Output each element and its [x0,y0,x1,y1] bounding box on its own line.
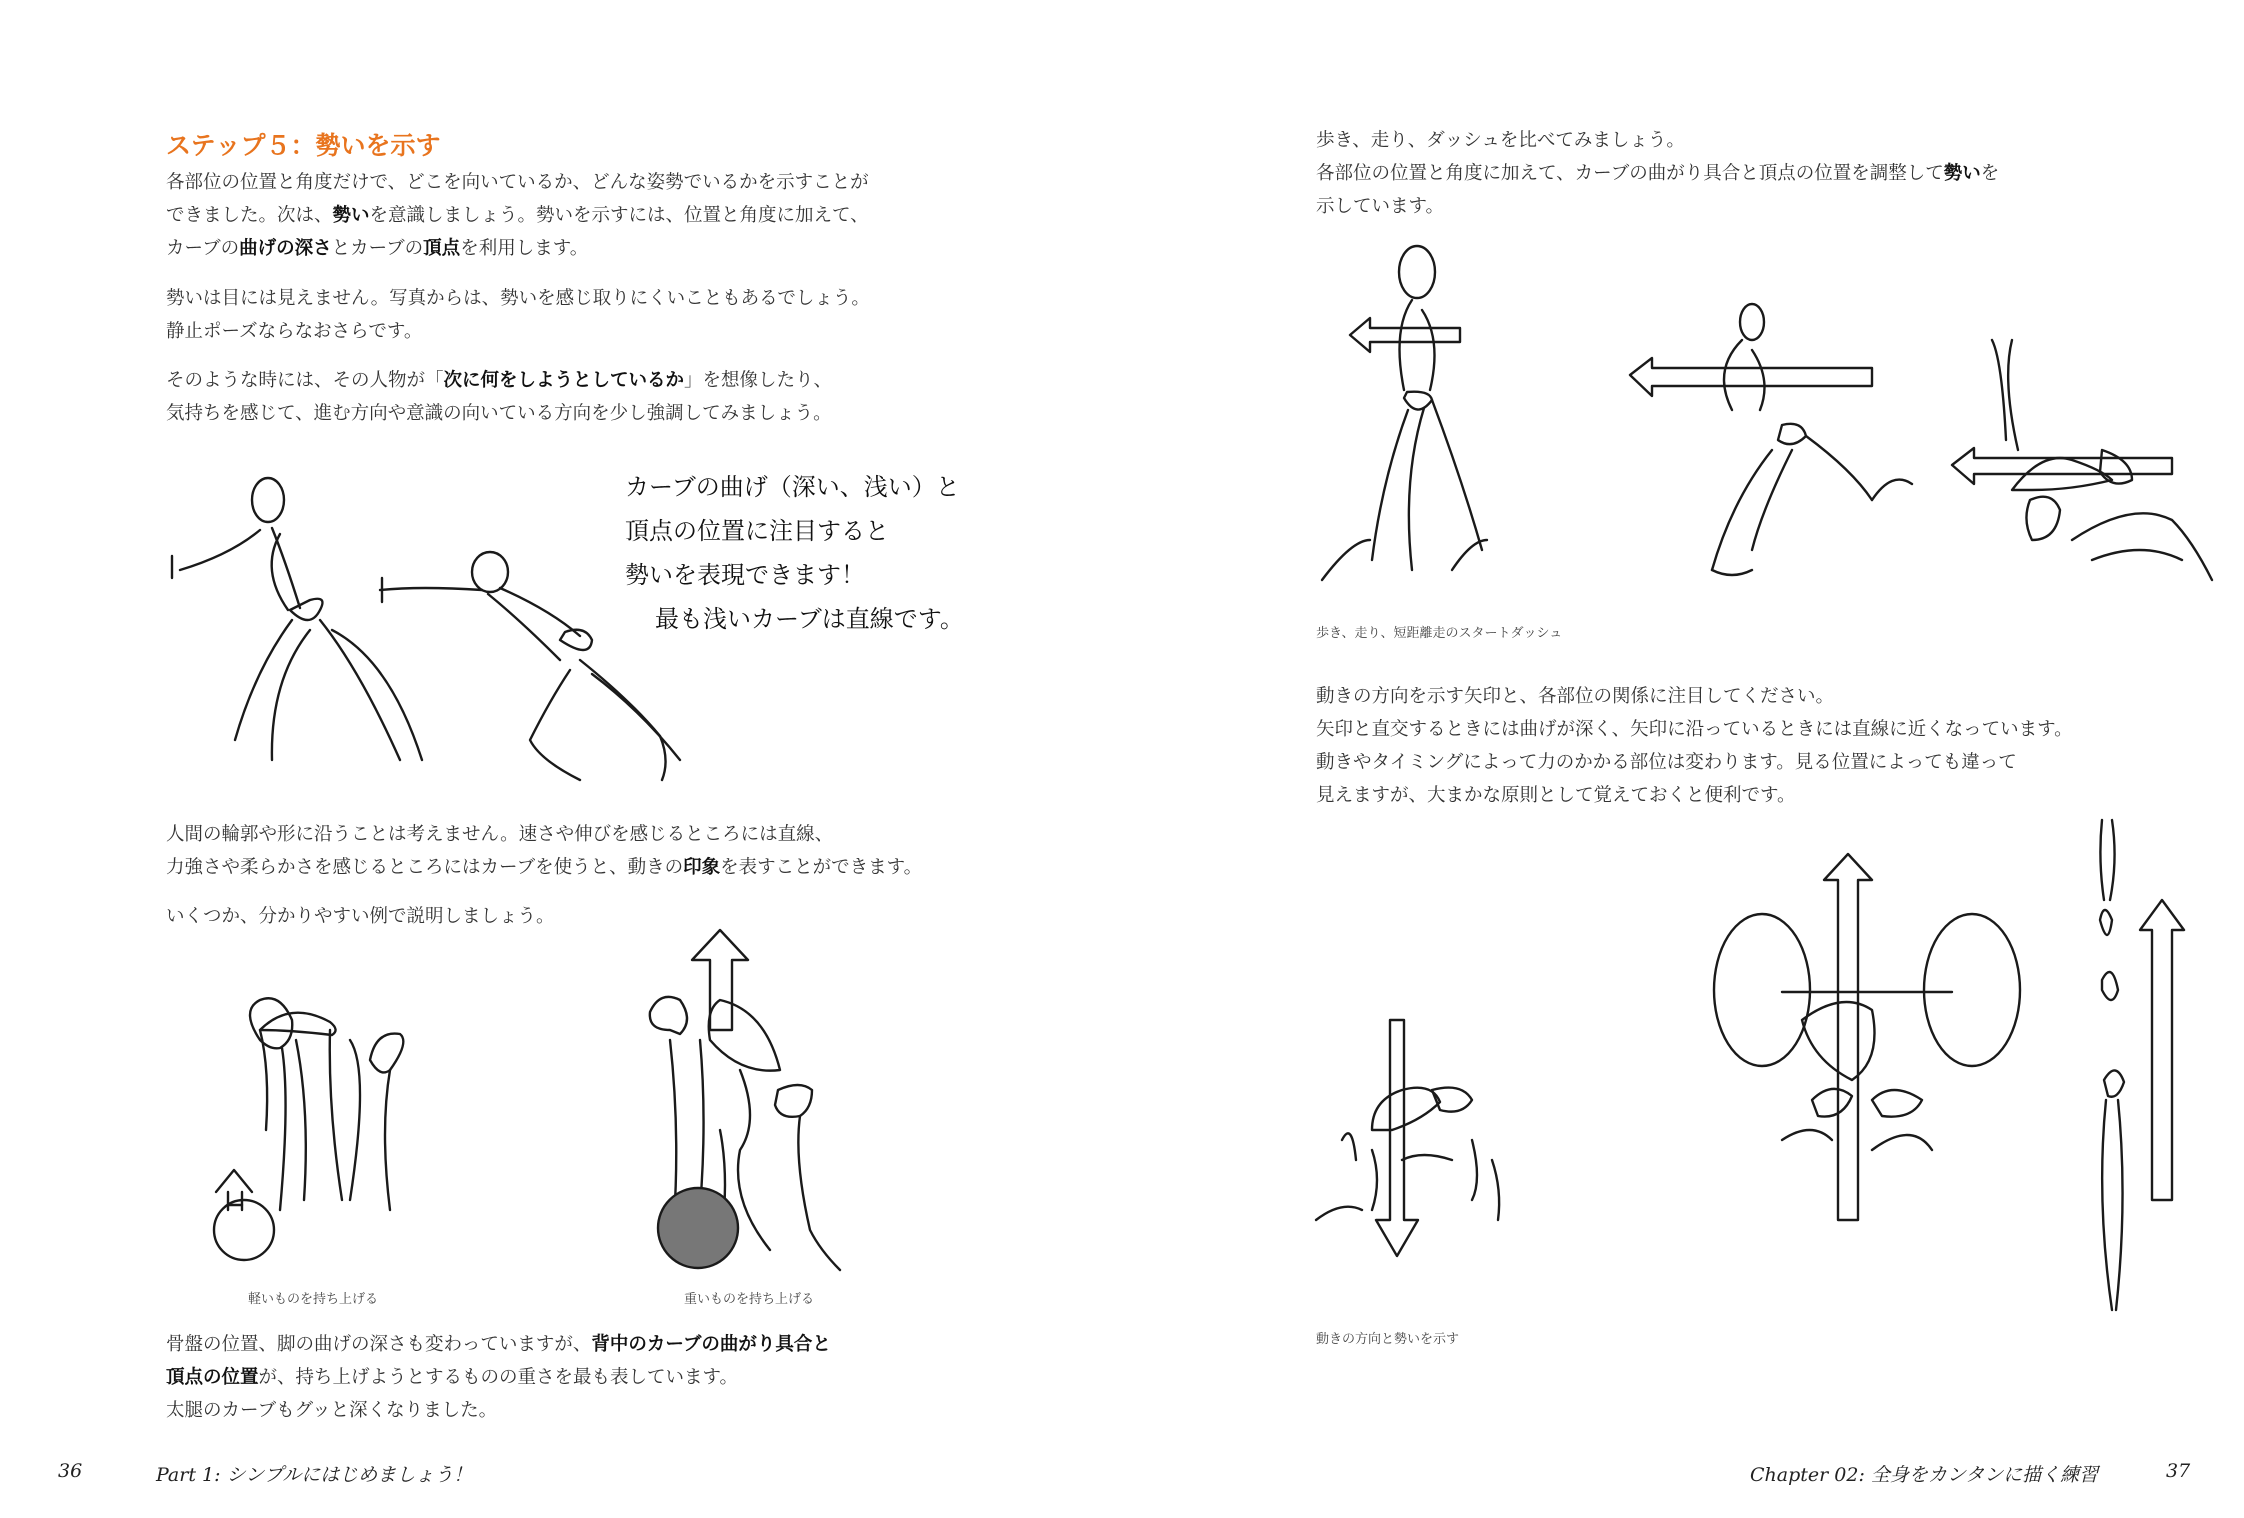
crouching-figure-down-arrow [1316,1020,1499,1256]
note-line: カーブの曲げ（深い、浅い）と [625,473,960,501]
text-line: 勢いは目には見えません。写真からは、勢いを感じ取りにくいこともあるでしょう。 [166,288,870,309]
running-footer-right: Chapter 02: 全身をカンタンに描く練習 [1750,1464,2099,1486]
upright-pushing-figure [172,478,422,760]
note-line: 勢いを表現できます！ [625,561,865,589]
text-line: 矢印と直交するときには曲げが深く、矢印に沿っているときには直線に近くなっています。 [1316,719,2073,740]
text-line: 各部位の位置と角度に加えて、カーブの曲がり具合と頂点の位置を調整して勢いを [1316,163,2000,184]
text-line: 動きの方向を示す矢印と、各部位の関係に注目してください。 [1316,686,1835,707]
text-line: 動きやタイミングによって力のかかる部位は変わります。見る位置によっても違って [1316,752,2017,773]
text-line: 太腿のカーブもグッと深くなりました。 [166,1400,498,1421]
caption-direction: 動きの方向と勢いを示す [1316,1332,1460,1347]
walk-run-dash-sketch [1312,240,2212,600]
section-heading: ステップ５：勢いを示す [166,131,441,160]
note-line: 頂点の位置に注目すると [625,517,889,545]
light-lift-figure [214,998,403,1260]
text-line: 示しています。 [1316,196,1445,217]
imagine-paragraph [166,364,832,430]
standing-figure-up-arrow [2100,820,2184,1310]
text-line: 骨盤の位置、脚の曲げの深さも変わっていますが、背中のカーブの曲がり具合と [166,1334,831,1355]
text-line: 力強さや柔らかさを感じるところにはカーブを使うと、動きの印象を表すことができます。 [166,857,923,878]
direction-force-sketch [1312,820,2212,1320]
line-curve-paragraph [166,818,922,884]
running-footer-left: Part 1: シンプルにはじめましょう！ [156,1464,473,1486]
caption-walk-run: 歩き、走り、短距離走のスタートダッシュ [1316,626,1563,641]
text-line: そのような時には、その人物が「次に何をしようとしているか」を想像したり、 [166,370,833,391]
walk-run-paragraph [1316,124,1999,223]
handwritten-note [625,465,964,641]
text-line: 人間の輪郭や形に沿うことは考えません。速さや伸びを感じるところには直線、 [166,824,834,845]
text-line: カーブの曲げの深さとカーブの頂点を利用します。 [166,238,589,259]
page-number-right: 37 [2166,1460,2191,1482]
heavy-lift-figure [650,930,840,1270]
caption-heavy-lift: 重いものを持ち上げる [684,1292,815,1307]
text-line: 見えますが、大まかな原則として覚えておくと便利です。 [1316,785,1796,806]
caption-light-lift: 軽いものを持ち上げる [248,1292,379,1307]
text-line: 静止ポーズならなおさらです。 [166,321,423,342]
intro-paragraph [166,166,869,265]
text-line: 各部位の位置と角度だけで、どこを向いているか、どんな姿勢でいるかを示すことが [166,172,869,193]
text-line: 頂点の位置が、持ち上げようとするものの重さを最も表しています。 [166,1367,739,1388]
right-page [1122,0,2244,1518]
barbell-figure-up-arrow [1714,854,2020,1220]
walking-figure [1322,246,1487,580]
momentum-paragraph [166,282,870,348]
note-line: 最も浅いカーブは直線です。 [655,605,964,633]
page-number-left: 36 [58,1460,83,1482]
text-line: 歩き、走り、ダッシュを比べてみましょう。 [1316,130,1685,151]
running-figure [1630,304,1912,575]
dash-figure [1952,340,2212,580]
text-line: 気持ちを感じて、進む方向や意識の向いている方向を少し強調してみましょう。 [166,403,832,424]
arrow-direction-paragraph [1316,680,2073,812]
text-line: できました。次は、勢いを意識しましょう。勢いを示すには、位置と角度に加えて、 [166,205,869,226]
example-intro: いくつか、分かりやすい例で説明しましょう。 [166,906,555,927]
lifting-explanation [166,1328,831,1427]
lifting-sketches [200,930,880,1290]
